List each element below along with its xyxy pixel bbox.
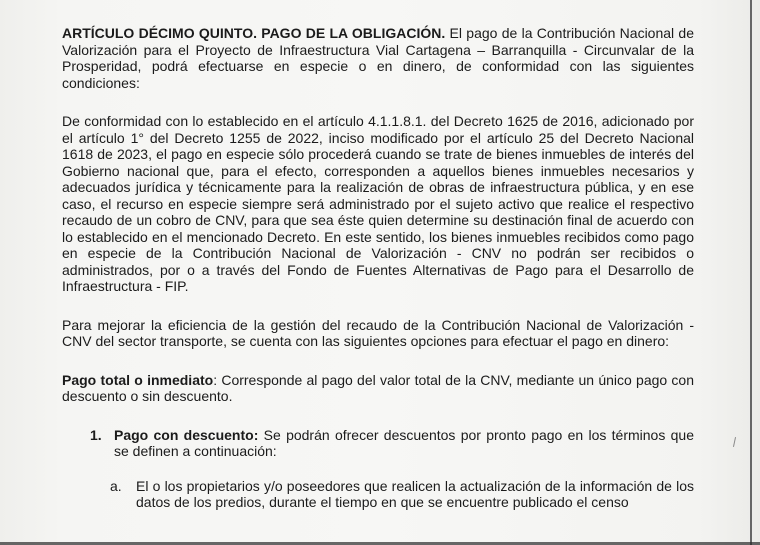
article-paragraph bbox=[62, 25, 694, 91]
article-intro: El pago de la Contribución Nacional de Valorización para el Proyecto de Infraestructura Vial Cartagena – Barranquilla - Circunvalar de la Prosperidad, podrá efectuarse en especie o en dinero, de conformidad con las siguientes condiciones: bbox=[62, 25, 695, 91]
article-heading: ARTÍCULO DÉCIMO QUINTO. PAGO DE LA OBLIGACIÓN. bbox=[62, 25, 446, 41]
efficiency-paragraph: Para mejorar la eficiencia de la gestión del recaudo de la Contribución Nacional de Valorización - CNV del sector transporte, se cuenta con las siguientes opciones para efectuar el pago en dinero: bbox=[62, 316, 694, 349]
list-item-number: 1. bbox=[90, 426, 102, 443]
sub-list-item-letter: a. bbox=[110, 477, 122, 494]
sub-list-item bbox=[110, 478, 694, 511]
scan-artifact-mark bbox=[733, 437, 736, 447]
sub-list-item-text: El o los propietarios y/o poseedores que realicen la actualización de la información de los datos de los predios, durante el tiempo en que se encuentre publicado el censo bbox=[136, 477, 694, 510]
payment-paragraph bbox=[62, 372, 694, 405]
decree-paragraph: De conformidad con lo establecido en el artículo 4.1.1.8.1. del Decreto 1625 de 2016, adicionado por el artículo 1° del Decreto 1255 de 2022, inciso modificado por el artículo 25 del Decreto Nacional 1618 de 2023, el pago en especie sólo procederá cuando se trate de bienes inmuebles de interés del Gobierno nacional que, para el efecto, corresponden a aquellos bienes inmuebles necesarios y adecuados jurídica y técnicamente para la realización de obras de infraestructura pública, y en ese caso, el recurso en especie siempre será administrado por el sujeto activo que realice el respectivo recaudo de un cobro de CNV, para que sea éste quien determine su destinación final de acuerdo con lo establecido en el mencionado Decreto. En este sentido, los bienes inmuebles recibidos como pago en especie de la Contribución Nacional de Valorización - CNV no podrán ser recibidos o administrados, por o a través del Fondo de Fuentes Alternativas de Pago para el Desarrollo de Infraestructura - FIP. bbox=[62, 113, 694, 294]
list-item-label: Pago con descuento: bbox=[114, 426, 259, 443]
document-body bbox=[62, 25, 694, 511]
payment-text: : Corresponde al pago del valor total de la CNV, mediante un único pago con descuento o sin descuento. bbox=[62, 371, 695, 404]
page-edge-rule bbox=[750, 0, 752, 545]
payment-label: Pago total o inmediato bbox=[62, 371, 214, 388]
list-item-text bbox=[114, 427, 694, 460]
list-item-description: Se podrán ofrecer descuentos por pronto pago en los términos que se definen a continuación: bbox=[114, 426, 694, 459]
list-item bbox=[90, 427, 694, 460]
